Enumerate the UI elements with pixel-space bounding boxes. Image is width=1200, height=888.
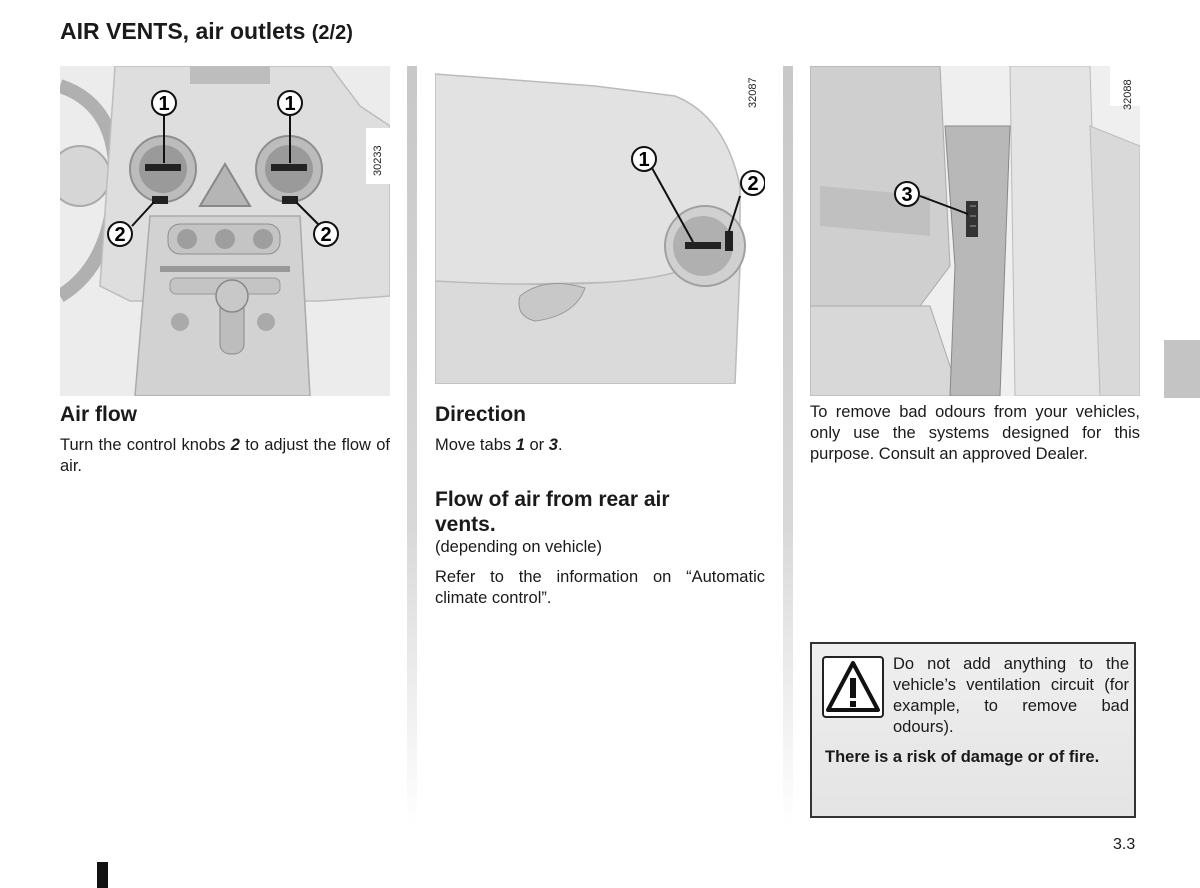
text-segment: Move tabs [435, 436, 516, 454]
dashboard-illustration [60, 66, 390, 396]
heading-rear-air-vents: Flow of air from rear air vents. [435, 488, 670, 536]
reference-3: 3 [548, 436, 558, 454]
figure-rear-vent [810, 66, 1140, 396]
figure-number: 30233 [372, 145, 384, 176]
page-title [60, 18, 353, 45]
text-segment: Turn the control knobs [60, 436, 231, 454]
column-divider-1 [407, 66, 417, 826]
figure-passenger-vent [435, 66, 765, 384]
text-segment: or [524, 436, 549, 454]
text-segment: . [557, 436, 563, 454]
direction-text [435, 435, 765, 456]
callout-label: 1 [158, 93, 170, 115]
warning-box [810, 642, 1136, 818]
depending-note: (depending on vehicle) [435, 538, 602, 556]
callout-label: 2 [320, 224, 332, 246]
air-flow-text [60, 435, 390, 477]
callout-label: 2 [114, 224, 126, 246]
reference-2: 2 [230, 436, 240, 454]
odours-text: To remove bad odours from your vehicles, only use the systems designed for this purpose. Consult an approved Dealer. [810, 403, 1140, 463]
page-number: 3.3 [1113, 836, 1136, 853]
reference-1: 1 [515, 436, 525, 454]
warning-icon [822, 656, 884, 718]
crop-mark [97, 862, 108, 888]
passenger-vent-illustration [435, 66, 765, 384]
column-divider-2 [783, 66, 793, 826]
warning-text: Do not add anything to the vehicle’s ventilation circuit (for example, to remove bad odours). [893, 655, 1129, 736]
chapter-tab [1164, 340, 1200, 398]
figure-dashboard-vents [60, 66, 390, 396]
heading-air-flow: Air flow [60, 403, 137, 426]
warning-strong-text: There is a risk of damage or of fire. [825, 748, 1100, 766]
callout-label: 1 [284, 93, 296, 115]
title-part: (2/2) [311, 22, 353, 44]
callout-label: 2 [747, 173, 759, 195]
figure-number: 32087 [747, 77, 759, 108]
callout-label: 1 [638, 149, 650, 171]
text-segment: to adjust the flow of air. [60, 436, 390, 475]
rear-vent-illustration [810, 66, 1140, 396]
figure-number: 32088 [1122, 79, 1134, 110]
callout-label: 3 [901, 184, 913, 206]
heading-direction: Direction [435, 403, 527, 426]
climate-control-reference: Refer to the information on “Automatic climate control”. [435, 568, 765, 607]
title-main: AIR VENTS, air outlets [60, 18, 306, 44]
